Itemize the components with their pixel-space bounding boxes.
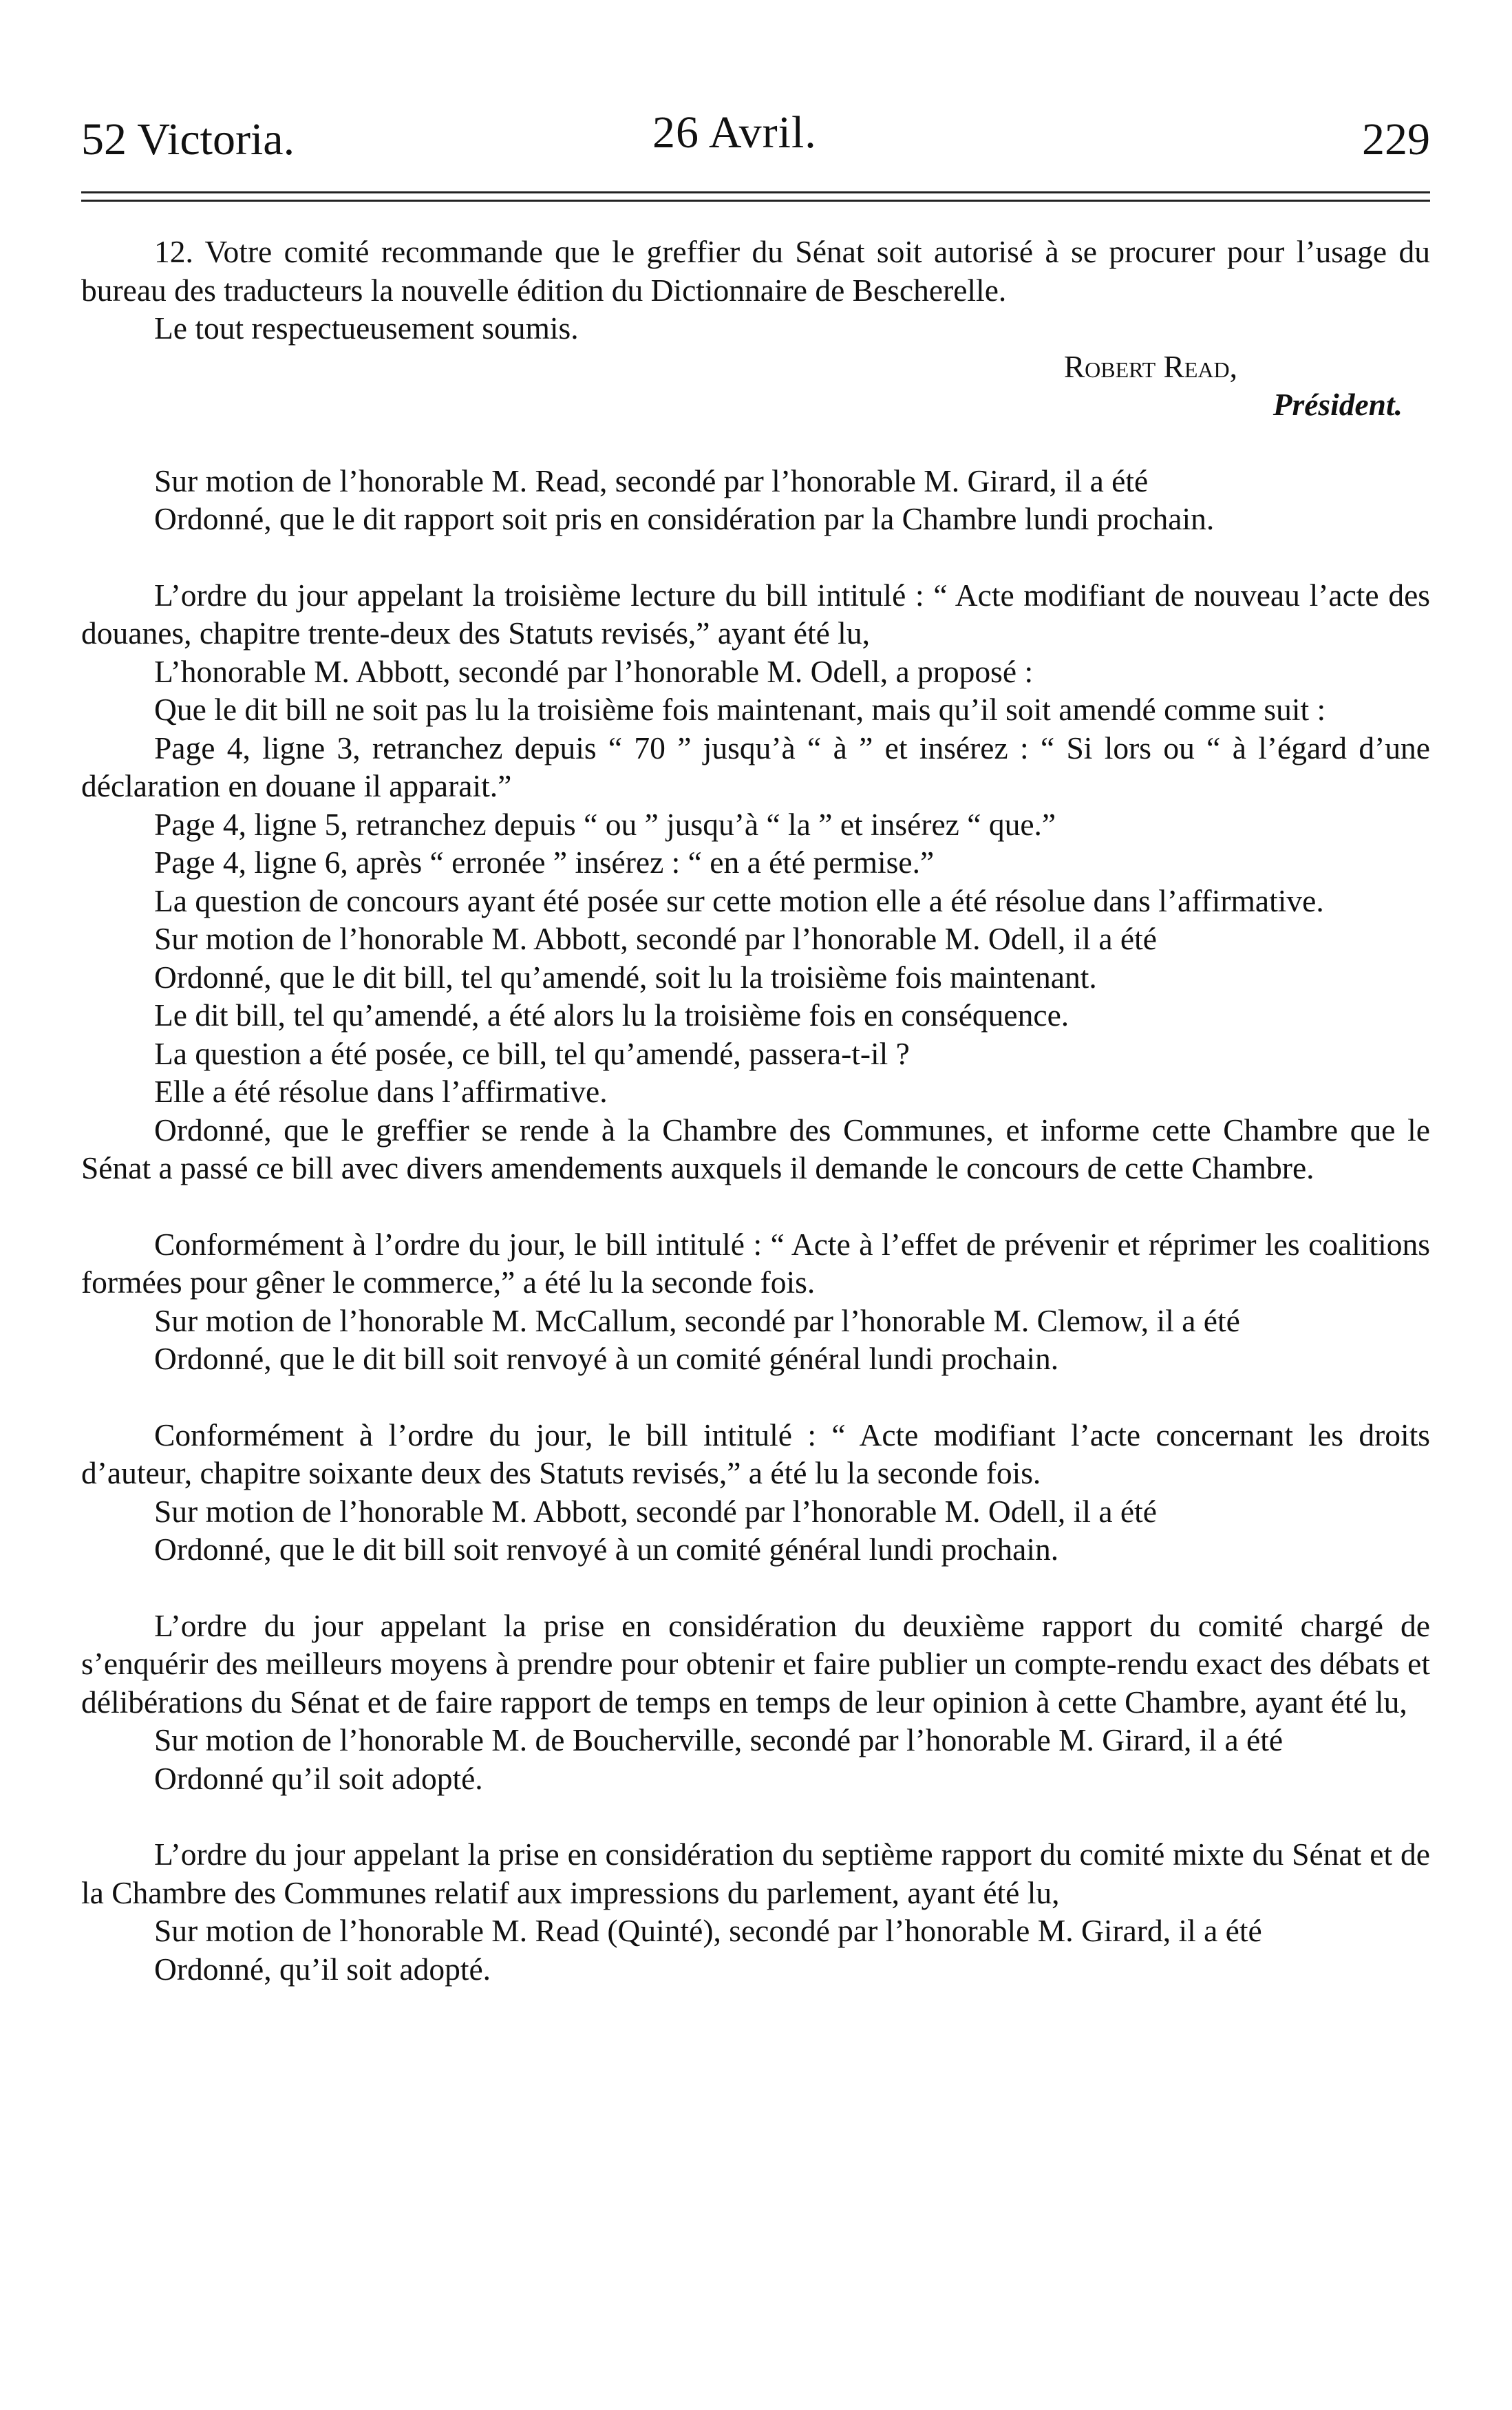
paragraph: Ordonné, que le greffier se rende à la Chambre des Communes, et informe cette Chambre que le Sénat a passé ce bill avec divers amendements auxquels il demande le concours de cette Chambre. [81, 1112, 1430, 1185]
paragraph: Le dit bill, tel qu’amendé, a été alors lu la troisième fois en conséquence. [154, 997, 1069, 1033]
paragraph: Sur motion de l’honorable M. de Boucherville, secondé par l’honorable M. Girard, il a été [154, 1722, 1284, 1757]
paragraph: Ordonné, qu’il soit adopté. [154, 1951, 491, 1987]
paragraph: Elle a été résolue dans l’affirmative. [154, 1074, 608, 1109]
paragraph: 12. Votre comité recommande que le greffier du Sénat soit autorisé à se procurer pour l’usage du bureau des traducteurs la nouvelle édition du Dictionnaire de Bescherelle. [81, 234, 1430, 308]
signature-name: Robert Read, [1063, 348, 1237, 384]
spacer [81, 1187, 1430, 1225]
spacer [81, 538, 1430, 576]
paragraph: Sur motion de l’honorable M. Read, secondé par l’honorable M. Girard, il a été [154, 463, 1149, 498]
paragraph: Ordonné, que le dit bill soit renvoyé à un comité général lundi prochain. [154, 1532, 1059, 1567]
spacer [81, 1797, 1430, 1835]
spacer [81, 1378, 1430, 1416]
paragraph: Conformément à l’ordre du jour, le bill intitulé : “ Acte modifiant l’acte concernant les droits d’auteur, chapitre soixante deux des Statuts revisés,” a été lu la seconde fois. [81, 1417, 1430, 1490]
paragraph: L’honorable M. Abbott, secondé par l’honorable M. Odell, a proposé : [154, 653, 1034, 689]
page-number: 229 [1362, 114, 1430, 165]
paragraph: Ordonné, que le dit bill soit renvoyé à un comité général lundi prochain. [154, 1341, 1059, 1376]
paragraph: Sur motion de l’honorable M. McCallum, secondé par l’honorable M. Clemow, il a été [154, 1302, 1240, 1338]
header-date: 26 Avril. [652, 107, 817, 158]
page-body [81, 233, 1430, 1988]
paragraph: Sur motion de l’honorable M. Read (Quinté), secondé par l’honorable M. Girard, il a été [154, 1913, 1262, 1948]
paragraph: Page 4, ligne 3, retranchez depuis “ 70 ” jusqu’à “ à ” et insérez : “ Si lors ou “ à l’égard d’une déclaration en douane il apparait.” [81, 730, 1430, 803]
paragraph: Ordonné qu’il soit adopté. [154, 1760, 483, 1796]
header-regnal-year: 52 Victoria. [81, 114, 295, 165]
paragraph: L’ordre du jour appelant la prise en considération du septième rapport du comité mixte du Sénat et de la Chambre des Communes relatif aux impressions du parlement, ayant été lu, [81, 1837, 1430, 1910]
paragraph: L’ordre du jour appelant la prise en considération du deuxième rapport du comité chargé de s’enquérir des meilleurs moyens à prendre pour obtenir et faire publier un compte-rendu exact des débats et délibérations du Sénat et de faire rapport de temps en temps de leur opinion à cette Chambre, ayant été lu, [81, 1607, 1430, 1720]
header-rule-bottom [81, 200, 1430, 202]
paragraph: Le tout respectueusement soumis. [154, 310, 579, 346]
signature-title: Président. [1273, 387, 1403, 422]
paragraph: La question de concours ayant été posée sur cette motion elle a été résolue dans l’affirmative. [154, 882, 1324, 918]
paragraph: Sur motion de l’honorable M. Abbott, secondé par l’honorable M. Odell, il a été [154, 1493, 1157, 1529]
paragraph: L’ordre du jour appelant la troisième lecture du bill intitulé : “ Acte modifiant de nouveau l’acte des douanes, chapitre trente-deux des Statuts revisés,” ayant été lu, [81, 577, 1430, 651]
spacer [81, 424, 1430, 462]
paragraph: Conformément à l’ordre du jour, le bill intitulé : “ Acte à l’effet de prévenir et réprimer les coalitions formées pour gêner le commerce,” a été lu la seconde fois. [81, 1226, 1430, 1300]
paragraph: Ordonné, que le dit bill, tel qu’amendé, soit lu la troisième fois maintenant. [154, 959, 1097, 995]
spacer [81, 1569, 1430, 1607]
header-rule-top [81, 191, 1430, 193]
header-double-rule [81, 191, 1430, 202]
paragraph: Ordonné, que le dit rapport soit pris en considération par la Chambre lundi prochain. [154, 501, 1215, 536]
page-header [81, 93, 1430, 169]
paragraph: Page 4, ligne 6, après “ erronée ” insérez : “ en a été permise.” [154, 845, 935, 880]
paragraph: Que le dit bill ne soit pas lu la troisième fois maintenant, mais qu’il soit amendé comme suit : [154, 692, 1326, 727]
paragraph: Page 4, ligne 5, retranchez depuis “ ou ” jusqu’à “ la ” et insérez “ que.” [154, 806, 1056, 842]
paragraph: La question a été posée, ce bill, tel qu’amendé, passera-t-il ? [154, 1035, 910, 1071]
paragraph: Sur motion de l’honorable M. Abbott, secondé par l’honorable M. Odell, il a été [154, 921, 1157, 956]
